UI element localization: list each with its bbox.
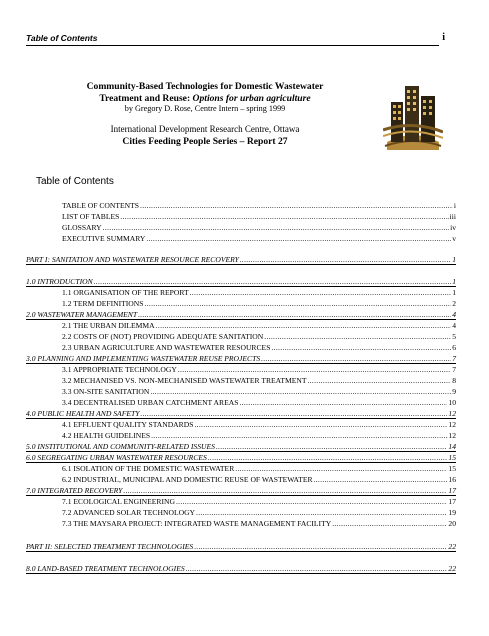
leader-dots (156, 321, 452, 330)
leader-dots (194, 542, 447, 551)
toc-entry-label: 1.2 TERM DEFINITIONS (62, 299, 144, 308)
toc-entry-label: EXECUTIVE SUMMARY (62, 234, 146, 243)
toc-entry-page: 15 (448, 453, 456, 462)
leader-dots (239, 398, 447, 407)
toc-entry[interactable] (62, 463, 456, 473)
toc-entry-label: 6.2 INDUSTRIAL, MUNICIPAL AND DOMESTIC REUSE OF WASTEWATER (62, 475, 313, 484)
toc-entry[interactable] (62, 287, 456, 297)
toc-entry[interactable] (62, 222, 456, 232)
leader-dots (261, 354, 451, 363)
leader-dots (151, 431, 447, 440)
report-title-line1: Community-Based Technologies for Domestic Wastewater (86, 81, 324, 92)
toc-entry-page: 8 (452, 376, 456, 385)
toc-entry[interactable] (62, 474, 456, 484)
leader-dots (146, 234, 451, 243)
toc-entry-page: 17 (448, 486, 456, 495)
report-title-line2-plain: Treatment and Reuse: (99, 92, 193, 104)
toc-entry-page: 1 (452, 255, 456, 264)
toc-entry[interactable] (26, 408, 456, 419)
leader-dots (103, 223, 449, 232)
toc-entry-label: PART II: SELECTED TREATMENT TECHNOLOGIES (26, 542, 194, 551)
leader-dots (140, 409, 447, 418)
toc-entry-page: 22 (448, 564, 456, 573)
leader-dots (120, 212, 448, 221)
leader-dots (216, 442, 447, 451)
toc-entry-page: iii (449, 212, 456, 221)
toc-entry-page: iv (450, 223, 456, 232)
toc-entry-page: 4 (452, 321, 456, 330)
toc-entry-label: TABLE OF CONTENTS (62, 201, 140, 210)
toc-entry[interactable] (26, 353, 456, 364)
leader-dots (178, 365, 451, 374)
toc-entry[interactable] (62, 507, 456, 517)
toc-entry-label: LIST OF TABLES (62, 212, 120, 221)
toc-entry-label: 7.1 ECOLOGICAL ENGINEERING (62, 497, 175, 506)
toc-entry-label: 2.2 COSTS OF (NOT) PROVIDING ADEQUATE SANITATION (62, 332, 264, 341)
toc-entry[interactable] (62, 397, 456, 407)
author-line: by Gregory D. Rose, Centre Intern – spring 1999 (124, 104, 286, 113)
toc-entry-label: 6.1 ISOLATION OF THE DOMESTIC WASTEWATER (62, 464, 235, 473)
toc-entry[interactable] (62, 298, 456, 308)
toc-entry[interactable] (62, 419, 456, 429)
toc-entry-label: 3.2 MECHANISED VS. NON-MECHANISED WASTEWATER TREATMENT (62, 376, 307, 385)
toc-entry-page: 1 (452, 288, 456, 297)
report-title-line2-italic: Options for urban agriculture (192, 92, 311, 104)
page-number: i (442, 32, 445, 43)
leader-dots (332, 519, 447, 528)
leader-dots (123, 486, 447, 495)
toc-entry[interactable] (26, 485, 456, 496)
toc-entry[interactable] (62, 364, 456, 374)
toc-entry-label: 4.2 HEALTH GUIDELINES (62, 431, 151, 440)
toc-entry-page: 12 (448, 431, 456, 440)
toc-entry-label: 6.0 SEGREGATING URBAN WASTEWATER RESOURCES (26, 453, 207, 462)
toc-entry[interactable] (26, 276, 456, 287)
leader-dots (150, 387, 451, 396)
toc-entry-label: 4.1 EFFLUENT QUALITY STANDARDS (62, 420, 194, 429)
toc-entry-label: 1.0 INTRODUCTION (26, 277, 93, 286)
toc-entry-label: GLOSSARY (62, 223, 102, 232)
toc-part-entry[interactable] (26, 541, 456, 552)
leader-dots (190, 288, 452, 297)
toc-entry[interactable] (62, 342, 456, 352)
toc-entry[interactable] (26, 309, 456, 320)
toc-entry-label: 7.0 INTEGRATED RECOVERY (26, 486, 123, 495)
toc-entry-label: 5.0 INSTITUTIONAL AND COMMUNITY-RELATED ISSUES (26, 442, 215, 451)
leader-dots (240, 255, 451, 264)
leader-dots (186, 564, 448, 573)
toc-entry-label: 7.2 ADVANCED SOLAR TECHNOLOGY (62, 508, 196, 517)
toc-entry-page: 1 (452, 277, 456, 286)
toc-entry-label: 3.1 APPROPRIATE TECHNOLOGY (62, 365, 177, 374)
leader-dots (145, 299, 452, 308)
toc-entry-page: 6 (452, 343, 456, 352)
toc-part-entry[interactable] (26, 254, 456, 265)
leader-dots (307, 376, 451, 385)
leader-dots (208, 453, 448, 462)
toc-entry-page: 15 (448, 464, 456, 473)
leader-dots (194, 420, 447, 429)
toc-entry-page: 17 (448, 497, 456, 506)
leader-dots (264, 332, 451, 341)
toc-entry-page: 14 (448, 442, 456, 451)
toc-entry-label: 7.3 THE MAYSARA PROJECT: INTEGRATED WASTE MANAGEMENT FACILITY (62, 519, 332, 528)
toc-entry[interactable] (26, 441, 456, 452)
toc-entry-page: 22 (448, 542, 456, 551)
series-line: Cities Feeding People Series – Report 27 (122, 135, 288, 147)
toc-entry[interactable] (62, 430, 456, 440)
toc-entry[interactable] (62, 386, 456, 396)
toc-entry-page: v (452, 234, 456, 243)
toc-entry-label: 1.1 ORGANISATION OF THE REPORT (62, 288, 189, 297)
toc-entry-label: 3.3 ON-SITE SANITATION (62, 387, 150, 396)
toc-entry[interactable] (62, 496, 456, 506)
leader-dots (138, 310, 451, 319)
organisation-line: International Development Research Centre, Ottawa (110, 124, 300, 134)
leader-dots (314, 475, 448, 484)
leader-dots (94, 277, 452, 286)
toc-entry[interactable] (62, 518, 456, 528)
toc-entry-page: 12 (448, 409, 456, 418)
leader-dots (271, 343, 451, 352)
toc-entry-page: 7 (452, 365, 456, 374)
leader-dots (140, 201, 453, 210)
toc-entry[interactable] (62, 233, 456, 243)
toc-entry-page: 10 (448, 398, 456, 407)
toc-entry[interactable] (62, 320, 456, 330)
toc-entry-page: 16 (448, 475, 456, 484)
toc-entry-page: 5 (452, 332, 456, 341)
toc-entry-page: 2 (452, 299, 456, 308)
toc-entry-label: 2.0 WASTEWATER MANAGEMENT (26, 310, 138, 319)
toc-entry-label: 4.0 PUBLIC HEALTH AND SAFETY (26, 409, 140, 418)
toc-entry-page: 4 (452, 310, 456, 319)
leader-dots (235, 464, 447, 473)
running-title: Table of Contents (26, 33, 98, 43)
toc-entry-label: 2.3 URBAN AGRICULTURE AND WASTEWATER RESOURCES (62, 343, 271, 352)
toc-entry[interactable] (26, 452, 456, 463)
toc-entry-label: 3.0 PLANNING AND IMPLEMENTING WASTEWATER REUSE PROJECTS (26, 354, 261, 363)
leader-dots (196, 508, 447, 517)
leader-dots (176, 497, 447, 506)
toc-entry[interactable] (26, 563, 456, 574)
toc-entry-page: 7 (452, 354, 456, 363)
toc-entry-label: 2.1 THE URBAN DILEMMA (62, 321, 155, 330)
toc-entry-label: 3.4 DECENTRALISED URBAN CATCHMENT AREAS (62, 398, 239, 407)
toc-entry[interactable] (62, 331, 456, 341)
toc-entry-page: 20 (448, 519, 456, 528)
toc-entry-label: PART I: SANITATION AND WASTEWATER RESOURCE RECOVERY (26, 255, 239, 264)
toc-entry[interactable] (62, 375, 456, 385)
toc-entry-page: 12 (448, 420, 456, 429)
toc-entry-page: 19 (448, 508, 456, 517)
toc-heading: Table of Contents (36, 176, 114, 187)
toc-entry-label: 8.0 LAND-BASED TREATMENT TECHNOLOGIES (26, 564, 185, 573)
toc-entry-page: 9 (452, 387, 456, 396)
toc-entry[interactable] (62, 211, 456, 221)
toc-entry[interactable] (62, 200, 456, 210)
toc-entry-page: i (453, 201, 456, 210)
